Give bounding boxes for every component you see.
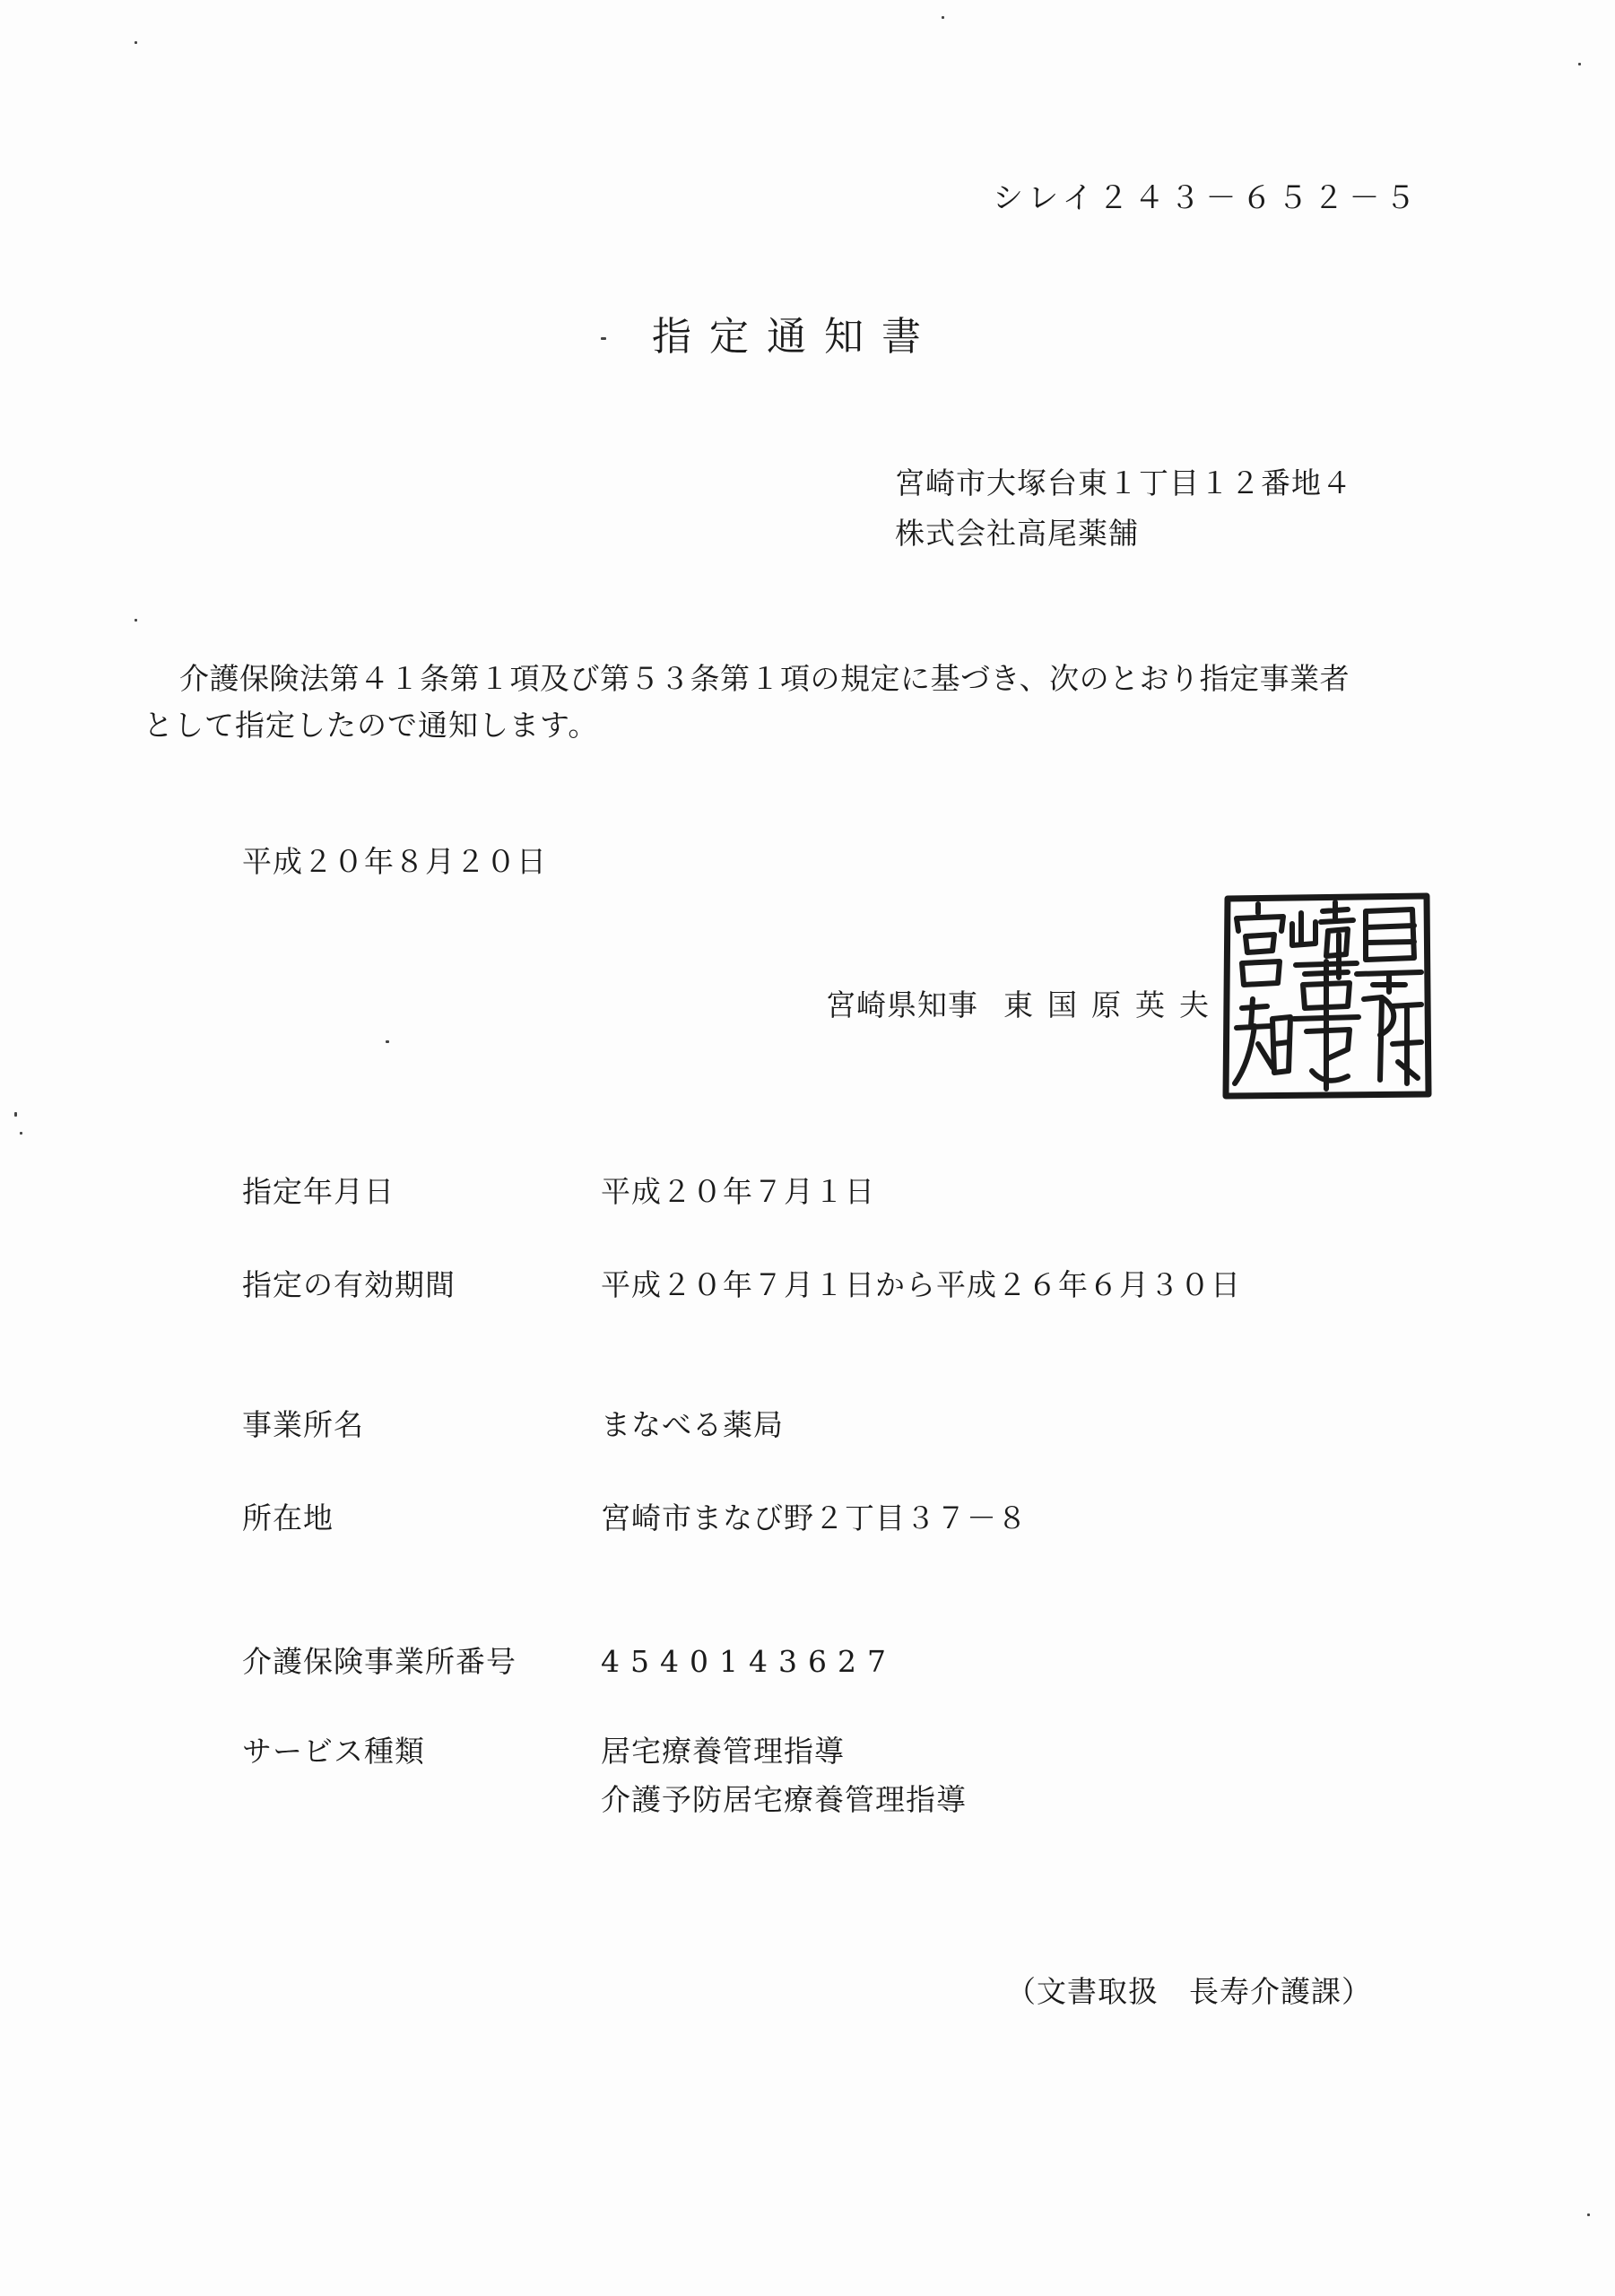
body-text-line-2: として指定したので通知します。 bbox=[143, 708, 599, 743]
scan-speck bbox=[20, 1132, 22, 1135]
scan-speck bbox=[942, 16, 944, 19]
official-seal-icon bbox=[1222, 891, 1432, 1100]
location-label: 所在地 bbox=[242, 1500, 334, 1535]
document-number: シレイ２４３－６５２－５ bbox=[993, 180, 1421, 216]
scan-speck bbox=[135, 619, 137, 622]
recipient-address: 宮崎市大塚台東１丁目１２番地４ bbox=[895, 465, 1352, 500]
service-types-label: サービス種類 bbox=[242, 1734, 425, 1769]
scan-speck bbox=[135, 41, 137, 44]
recipient-company: 株式会社高尾薬舗 bbox=[895, 516, 1139, 551]
scan-speck bbox=[1578, 63, 1581, 65]
validity-period-value: 平成２０年７月１日から平成２６年６月３０日 bbox=[601, 1267, 1241, 1302]
office-name-value: まなべる薬局 bbox=[601, 1407, 784, 1442]
scan-speck bbox=[601, 337, 606, 340]
scan-speck bbox=[14, 1112, 17, 1117]
issue-date: 平成２０年８月２０日 bbox=[242, 844, 547, 879]
document-title: 指定通知書 bbox=[652, 314, 939, 360]
designation-date-label: 指定年月日 bbox=[242, 1174, 395, 1209]
validity-period-label: 指定の有効期間 bbox=[242, 1267, 456, 1302]
signatory-name: 東国原英夫 bbox=[1003, 987, 1223, 1022]
body-text-line-1: 介護保険法第４１条第１項及び第５３条第１項の規定に基づき、次のとおり指定事業者 bbox=[179, 661, 1350, 696]
signatory-title: 宮崎県知事 bbox=[826, 987, 978, 1022]
location-value: 宮崎市まなび野２丁目３７－８ bbox=[601, 1500, 1028, 1535]
document-handling-note: （文書取扱 長寿介護課） bbox=[1006, 1974, 1372, 2009]
office-number-value: 4540143627 bbox=[601, 1644, 897, 1679]
signatory bbox=[826, 987, 1223, 1022]
office-name-label: 事業所名 bbox=[242, 1407, 364, 1442]
designation-date-value: 平成２０年７月１日 bbox=[601, 1174, 875, 1209]
scan-speck bbox=[386, 1040, 389, 1043]
scan-speck bbox=[1587, 2213, 1590, 2216]
service-type-item: 居宅療養管理指導 bbox=[601, 1734, 845, 1769]
service-type-item: 介護予防居宅療養管理指導 bbox=[601, 1782, 967, 1817]
office-number-label: 介護保険事業所番号 bbox=[242, 1644, 517, 1679]
